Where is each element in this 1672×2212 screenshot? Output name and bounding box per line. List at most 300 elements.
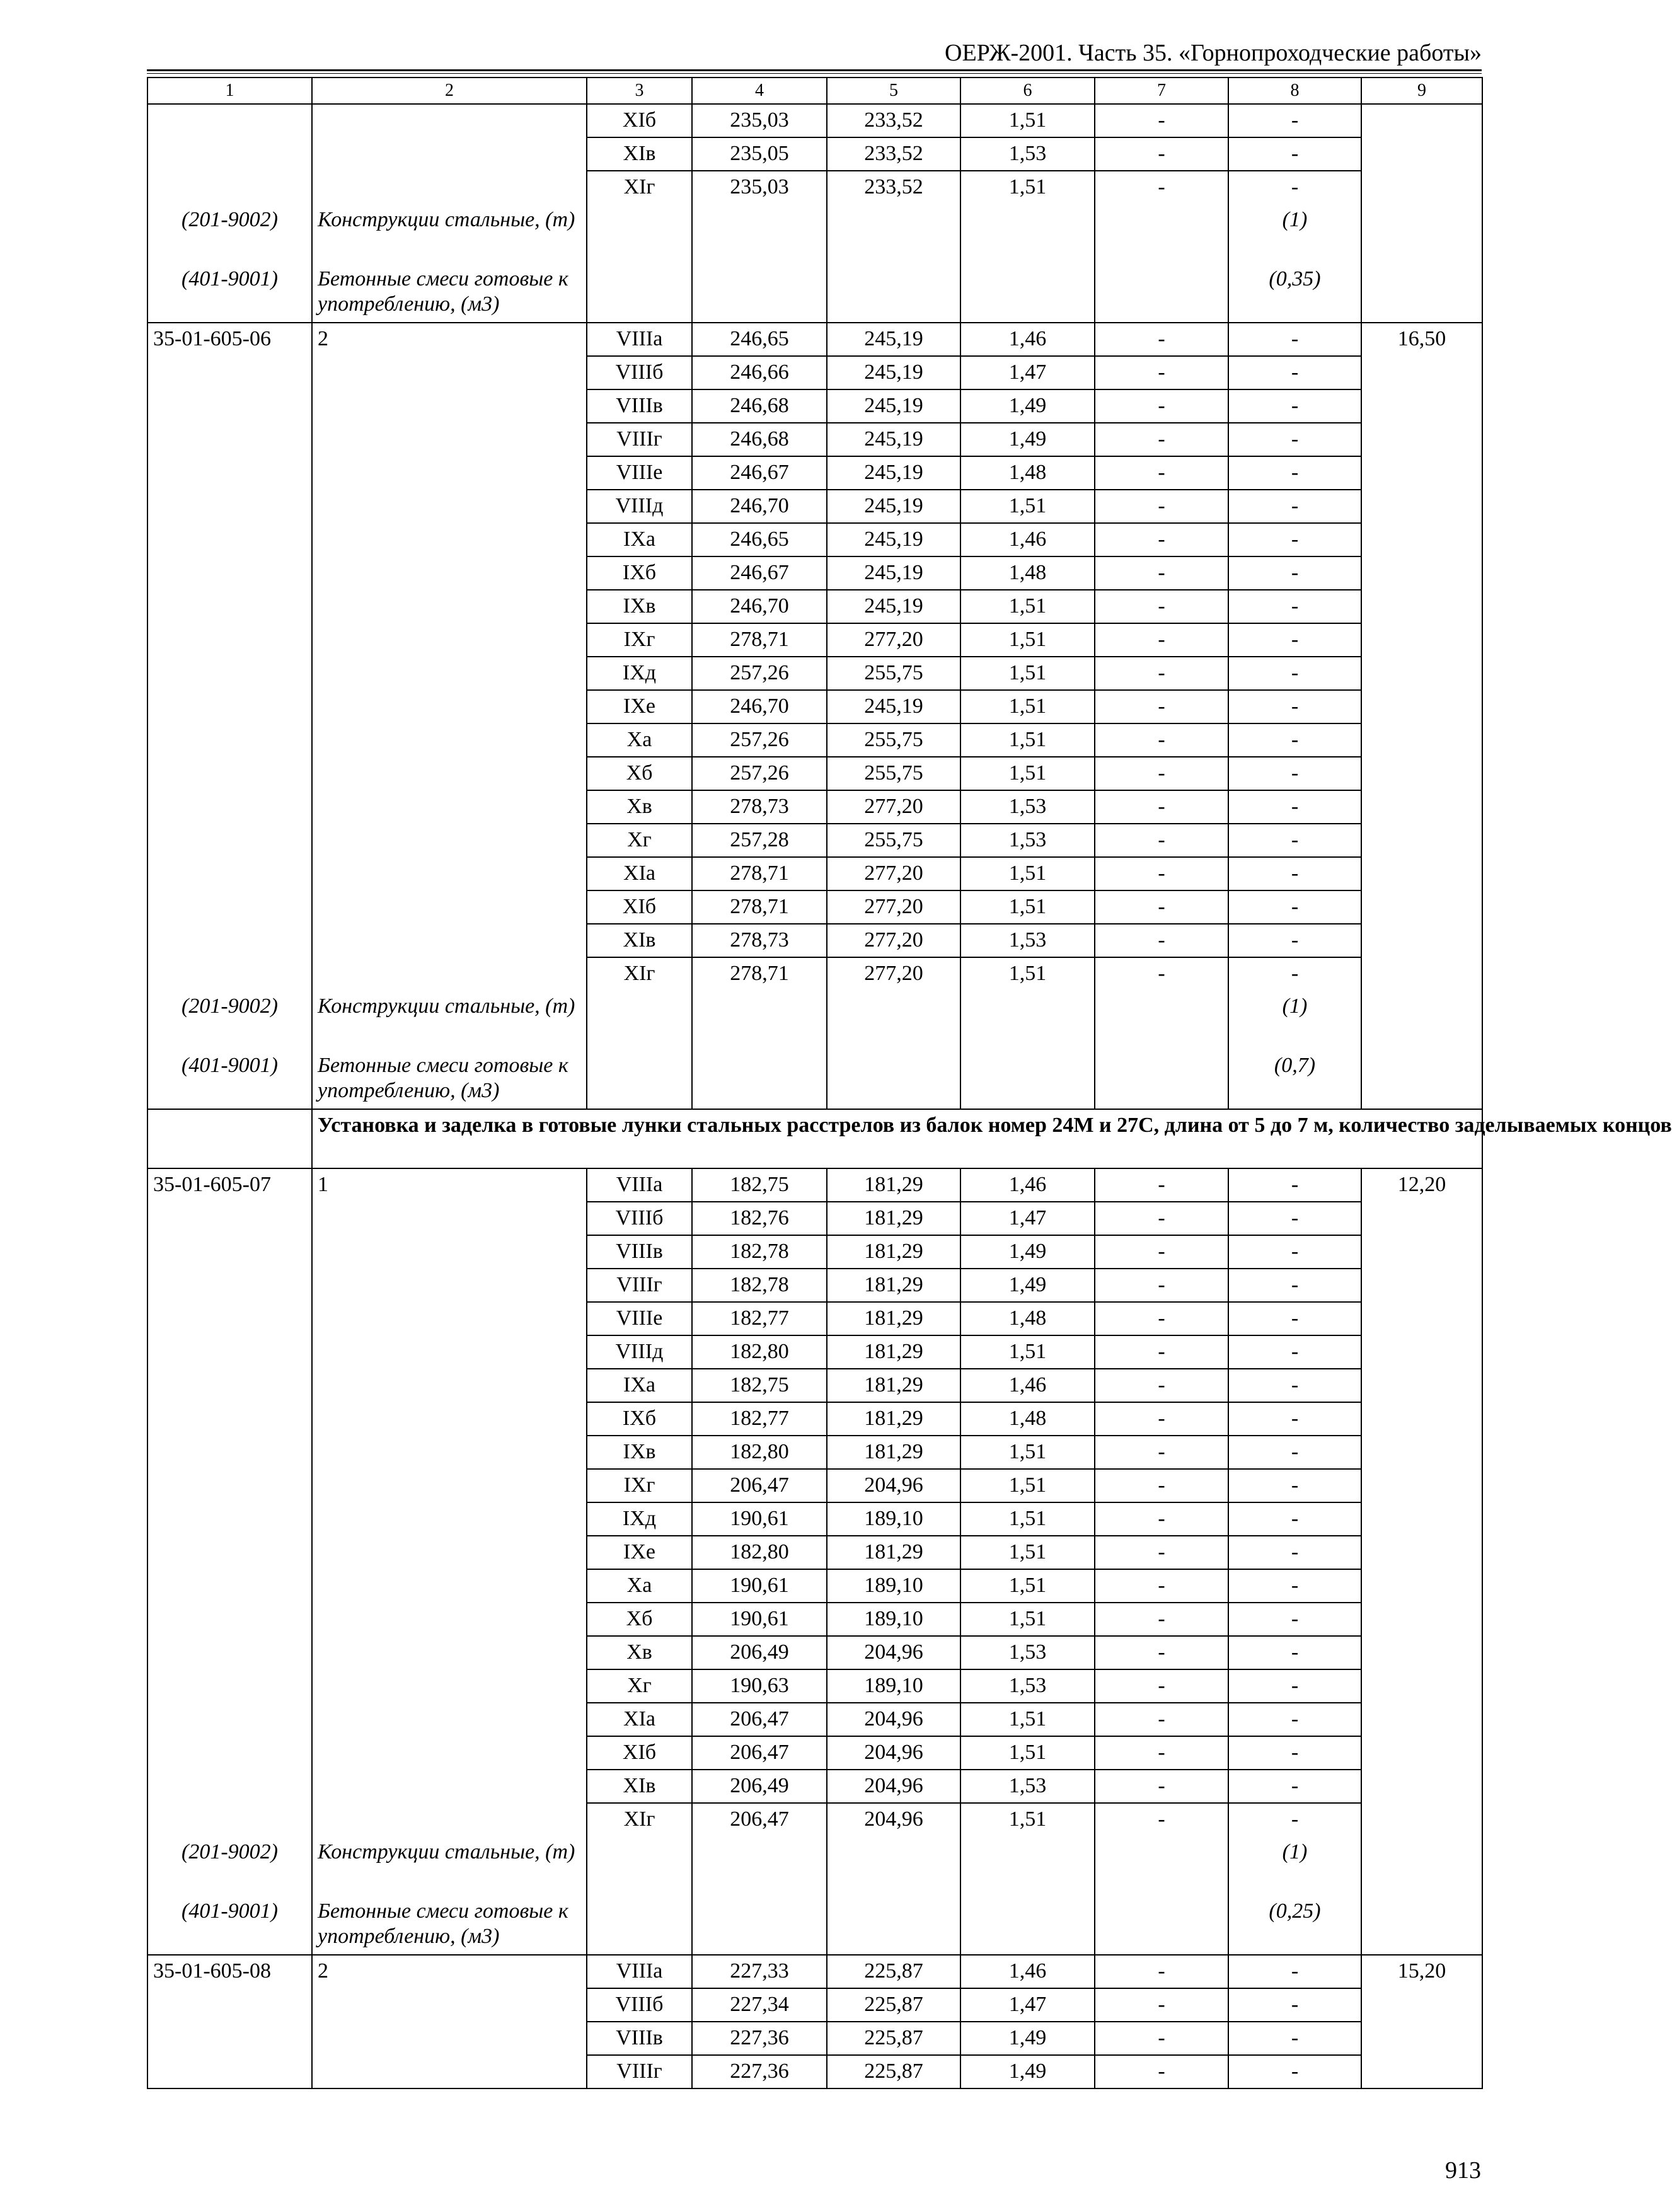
column-header: 4 <box>692 78 827 104</box>
norm-code-blank <box>147 723 312 757</box>
value-cell: 1,51 <box>960 590 1095 623</box>
value-cell: - <box>1095 137 1228 171</box>
norm-total-blank <box>1361 490 1482 523</box>
zone-cell: IXа <box>587 523 692 556</box>
resource-qty: (0,7) <box>1228 1050 1361 1109</box>
value-cell: - <box>1095 890 1228 924</box>
table-row <box>147 389 1482 423</box>
value-cell: 1,49 <box>960 2055 1095 2088</box>
zone-cell: VIIIг <box>587 423 692 456</box>
norm-count-blank <box>312 1402 587 1436</box>
empty-cell <box>587 1836 692 1896</box>
norm-count-blank <box>312 2022 587 2055</box>
value-cell: - <box>1095 690 1228 723</box>
resource-row <box>147 1050 1482 1109</box>
zone-cell: IXв <box>587 590 692 623</box>
empty-cell <box>960 991 1095 1050</box>
value-cell: 182,78 <box>692 1235 827 1269</box>
zone-cell: VIIIа <box>587 1955 692 1988</box>
norm-count-blank <box>312 171 587 204</box>
table-row <box>147 623 1482 657</box>
norm-count-blank <box>312 490 587 523</box>
value-cell: - <box>1228 1469 1361 1502</box>
zone-cell: XIг <box>587 957 692 991</box>
empty-cell <box>1361 1836 1482 1896</box>
norm-count-blank <box>312 1569 587 1603</box>
norm-code-blank <box>147 1402 312 1436</box>
norm-code-blank <box>147 1603 312 1636</box>
value-cell: - <box>1228 1168 1361 1202</box>
norm-total-blank <box>1361 423 1482 456</box>
section-title-spacer <box>147 1109 312 1168</box>
value-cell: 225,87 <box>827 1988 960 2022</box>
value-cell: 1,51 <box>960 857 1095 890</box>
value-cell: 245,19 <box>827 423 960 456</box>
norm-code-blank <box>147 1569 312 1603</box>
value-cell: 190,61 <box>692 1569 827 1603</box>
empty-cell <box>587 1050 692 1109</box>
value-cell: 1,47 <box>960 356 1095 389</box>
norm-count <box>312 104 587 137</box>
empty-cell <box>827 1836 960 1896</box>
table-row <box>147 1603 1482 1636</box>
section-title: Установка и заделка в готовые лунки стальных расстрелов из балок номер 24М и 27С, длина от 5 до 7 м, количество заделываемых концов <box>312 1109 1482 1168</box>
value-cell: - <box>1095 857 1228 890</box>
value-cell: 255,75 <box>827 657 960 690</box>
value-cell: - <box>1095 1803 1228 1836</box>
norm-total-blank <box>1361 356 1482 389</box>
value-cell: 245,19 <box>827 556 960 590</box>
table-row <box>147 1669 1482 1703</box>
empty-cell <box>1095 263 1228 323</box>
table-row <box>147 171 1482 204</box>
norm-total-blank <box>1361 1235 1482 1269</box>
value-cell: 245,19 <box>827 523 960 556</box>
value-cell: - <box>1228 1703 1361 1736</box>
column-header: 3 <box>587 78 692 104</box>
norm-count-blank <box>312 356 587 389</box>
norm-code-blank <box>147 2055 312 2088</box>
norm-count-blank <box>312 857 587 890</box>
value-cell: - <box>1095 1502 1228 1536</box>
resource-qty: (0,35) <box>1228 263 1361 323</box>
value-cell: 182,75 <box>692 1369 827 1402</box>
value-cell: - <box>1095 556 1228 590</box>
norm-total-blank <box>1361 523 1482 556</box>
value-cell: 182,77 <box>692 1302 827 1335</box>
norm-total-blank <box>1361 690 1482 723</box>
norm-count-blank <box>312 423 587 456</box>
value-cell: 204,96 <box>827 1803 960 1836</box>
norm-total-blank <box>1361 590 1482 623</box>
norm-code-blank <box>147 890 312 924</box>
norm-count-blank <box>312 1202 587 1235</box>
zone-cell: XIб <box>587 104 692 137</box>
value-cell: - <box>1228 523 1361 556</box>
value-cell: - <box>1228 171 1361 204</box>
empty-cell <box>1095 1896 1228 1955</box>
value-cell: - <box>1095 389 1228 423</box>
norm-count-blank <box>312 657 587 690</box>
norm-code-blank <box>147 957 312 991</box>
zone-cell: Xб <box>587 757 692 790</box>
value-cell: 181,29 <box>827 1536 960 1569</box>
value-cell: 233,52 <box>827 104 960 137</box>
value-cell: 182,80 <box>692 1335 827 1369</box>
value-cell: 1,51 <box>960 1569 1095 1603</box>
norm-count-blank <box>312 924 587 957</box>
resource-row <box>147 991 1482 1050</box>
value-cell: - <box>1095 657 1228 690</box>
value-cell: 235,05 <box>692 137 827 171</box>
empty-cell <box>587 204 692 263</box>
empty-cell <box>960 1896 1095 1955</box>
zone-cell: VIIIе <box>587 456 692 490</box>
value-cell: 246,68 <box>692 389 827 423</box>
value-cell: 225,87 <box>827 1955 960 1988</box>
table-row <box>147 1369 1482 1402</box>
value-cell: 1,47 <box>960 1202 1095 1235</box>
norm-total <box>1361 104 1482 137</box>
norm-count: 2 <box>312 323 587 356</box>
table-row <box>147 690 1482 723</box>
column-header: 6 <box>960 78 1095 104</box>
value-cell: 1,48 <box>960 556 1095 590</box>
empty-cell <box>827 263 960 323</box>
value-cell: 189,10 <box>827 1569 960 1603</box>
value-cell: 235,03 <box>692 171 827 204</box>
table-row <box>147 456 1482 490</box>
empty-cell <box>1361 1050 1482 1109</box>
value-cell: - <box>1228 1669 1361 1703</box>
value-cell: - <box>1228 790 1361 824</box>
value-cell: 278,71 <box>692 957 827 991</box>
value-cell: 245,19 <box>827 389 960 423</box>
resource-name: Конструкции стальные, (т) <box>312 204 587 263</box>
norm-code-blank <box>147 1335 312 1369</box>
zone-cell: XIа <box>587 1703 692 1736</box>
norm-code-blank <box>147 590 312 623</box>
value-cell: 1,51 <box>960 1436 1095 1469</box>
value-cell: 227,33 <box>692 1955 827 1988</box>
value-cell: 277,20 <box>827 623 960 657</box>
table-row <box>147 1235 1482 1269</box>
zone-cell: Xг <box>587 1669 692 1703</box>
norm-total-blank <box>1361 1202 1482 1235</box>
zone-cell: XIа <box>587 857 692 890</box>
resource-row <box>147 1896 1482 1955</box>
norm-count-blank <box>312 556 587 590</box>
value-cell: 1,51 <box>960 890 1095 924</box>
empty-cell <box>960 204 1095 263</box>
value-cell: 277,20 <box>827 790 960 824</box>
value-cell: - <box>1228 1770 1361 1803</box>
value-cell: 1,51 <box>960 1469 1095 1502</box>
table-row <box>147 1736 1482 1770</box>
norm-total-blank <box>1361 1302 1482 1335</box>
value-cell: - <box>1228 1636 1361 1669</box>
value-cell: 246,67 <box>692 456 827 490</box>
value-cell: - <box>1095 790 1228 824</box>
value-cell: 233,52 <box>827 171 960 204</box>
value-cell: 277,20 <box>827 924 960 957</box>
norm-code-blank <box>147 657 312 690</box>
value-cell: 1,53 <box>960 790 1095 824</box>
norm-total-blank <box>1361 1803 1482 1836</box>
empty-cell <box>1361 1896 1482 1955</box>
value-cell: - <box>1095 957 1228 991</box>
table-row <box>147 890 1482 924</box>
value-cell: - <box>1228 104 1361 137</box>
table-row <box>147 924 1482 957</box>
norm-total-blank <box>1361 1669 1482 1703</box>
empty-cell <box>692 204 827 263</box>
value-cell: - <box>1228 323 1361 356</box>
norm-total-blank <box>1361 556 1482 590</box>
norm-count-blank <box>312 1770 587 1803</box>
norm-total-blank <box>1361 2055 1482 2088</box>
value-cell: - <box>1228 1803 1361 1836</box>
norm-total-blank <box>1361 1369 1482 1402</box>
column-header: 9 <box>1361 78 1482 104</box>
resource-name: Конструкции стальные, (т) <box>312 991 587 1050</box>
value-cell: - <box>1228 137 1361 171</box>
empty-cell <box>960 263 1095 323</box>
resource-row <box>147 263 1482 323</box>
norm-total-blank <box>1361 1703 1482 1736</box>
value-cell: 189,10 <box>827 1603 960 1636</box>
value-cell: - <box>1228 1369 1361 1402</box>
value-cell: 1,48 <box>960 1402 1095 1436</box>
value-cell: 1,53 <box>960 137 1095 171</box>
norm-code-blank <box>147 1669 312 1703</box>
empty-cell <box>960 1836 1095 1896</box>
norm-code: 35-01-605-06 <box>147 323 312 356</box>
table-row <box>147 1770 1482 1803</box>
norm-total-blank <box>1361 1603 1482 1636</box>
norm-code-blank <box>147 356 312 389</box>
value-cell: - <box>1228 1436 1361 1469</box>
zone-cell: VIIIв <box>587 2022 692 2055</box>
table-row <box>147 1636 1482 1669</box>
value-cell: - <box>1095 323 1228 356</box>
table-row <box>147 1569 1482 1603</box>
empty-cell <box>587 991 692 1050</box>
norm-code-blank <box>147 171 312 204</box>
norm-code-blank <box>147 523 312 556</box>
zone-cell: IXв <box>587 1436 692 1469</box>
table-row <box>147 1955 1482 1988</box>
value-cell: 181,29 <box>827 1402 960 1436</box>
value-cell: 246,67 <box>692 556 827 590</box>
column-header: 1 <box>147 78 312 104</box>
value-cell: 1,51 <box>960 1803 1095 1836</box>
norm-total-blank <box>1361 1569 1482 1603</box>
norm-code-blank <box>147 1988 312 2022</box>
value-cell: 1,51 <box>960 1335 1095 1369</box>
table-row <box>147 1988 1482 2022</box>
zone-cell: VIIIд <box>587 1335 692 1369</box>
value-cell: 1,51 <box>960 690 1095 723</box>
norm-count-blank <box>312 1669 587 1703</box>
value-cell: 182,80 <box>692 1536 827 1569</box>
value-cell: - <box>1095 1302 1228 1335</box>
value-cell: 1,53 <box>960 1636 1095 1669</box>
zone-cell: IXа <box>587 1369 692 1402</box>
value-cell: 245,19 <box>827 356 960 389</box>
norm-count: 2 <box>312 1955 587 1988</box>
norm-total-blank <box>1361 2022 1482 2055</box>
table-row <box>147 1168 1482 1202</box>
value-cell: 1,53 <box>960 1770 1095 1803</box>
value-cell: - <box>1228 723 1361 757</box>
value-cell: - <box>1095 1770 1228 1803</box>
value-cell: 181,29 <box>827 1436 960 1469</box>
value-cell: - <box>1228 1269 1361 1302</box>
value-cell: 1,49 <box>960 1235 1095 1269</box>
value-cell: 246,70 <box>692 490 827 523</box>
value-cell: 182,78 <box>692 1269 827 1302</box>
value-cell: - <box>1228 1202 1361 1235</box>
table-row <box>147 590 1482 623</box>
norm-code-blank <box>147 1703 312 1736</box>
value-cell: - <box>1095 356 1228 389</box>
table-row <box>147 824 1482 857</box>
zone-cell: Xг <box>587 824 692 857</box>
zone-cell: XIг <box>587 171 692 204</box>
value-cell: 246,70 <box>692 690 827 723</box>
value-cell: - <box>1095 456 1228 490</box>
value-cell: 181,29 <box>827 1302 960 1335</box>
value-cell: - <box>1228 456 1361 490</box>
value-cell: - <box>1095 523 1228 556</box>
norm-total-blank <box>1361 757 1482 790</box>
value-cell: - <box>1228 1402 1361 1436</box>
value-cell: 190,61 <box>692 1502 827 1536</box>
table-row <box>147 1202 1482 1235</box>
value-cell: 246,68 <box>692 423 827 456</box>
zone-cell: VIIIв <box>587 1235 692 1269</box>
value-cell: 182,80 <box>692 1436 827 1469</box>
value-cell: - <box>1095 1669 1228 1703</box>
value-cell: - <box>1095 1202 1228 1235</box>
value-cell: - <box>1095 1569 1228 1603</box>
table-row <box>147 1469 1482 1502</box>
resource-name: Конструкции стальные, (т) <box>312 1836 587 1896</box>
value-cell: - <box>1095 1736 1228 1770</box>
value-cell: 227,36 <box>692 2022 827 2055</box>
value-cell: 225,87 <box>827 2022 960 2055</box>
zone-cell: VIIIб <box>587 1202 692 1235</box>
norm-count-blank <box>312 1703 587 1736</box>
value-cell: 245,19 <box>827 690 960 723</box>
value-cell: - <box>1095 1636 1228 1669</box>
norm-code-blank <box>147 690 312 723</box>
value-cell: - <box>1228 957 1361 991</box>
value-cell: 204,96 <box>827 1736 960 1770</box>
value-cell: - <box>1228 1736 1361 1770</box>
empty-cell <box>1095 1836 1228 1896</box>
norm-code-blank <box>147 1803 312 1836</box>
empty-cell <box>1361 204 1482 263</box>
value-cell: - <box>1228 857 1361 890</box>
norm-count-blank <box>312 2055 587 2088</box>
table-row <box>147 857 1482 890</box>
norm-total-blank <box>1361 657 1482 690</box>
norm-total-blank <box>1361 623 1482 657</box>
value-cell: - <box>1095 171 1228 204</box>
value-cell: 1,49 <box>960 1269 1095 1302</box>
value-cell: 255,75 <box>827 757 960 790</box>
empty-cell <box>692 1836 827 1896</box>
resource-qty: (0,25) <box>1228 1896 1361 1955</box>
empty-cell <box>827 991 960 1050</box>
zone-cell: IXг <box>587 1469 692 1502</box>
zone-cell: IXе <box>587 690 692 723</box>
norm-total-blank <box>1361 1636 1482 1669</box>
norm-count-blank <box>312 1469 587 1502</box>
resource-name: Бетонные смеси готовые к употреблению, (м3) <box>312 263 587 323</box>
norm-code-blank <box>147 1436 312 1469</box>
table-row <box>147 723 1482 757</box>
norm-code-blank <box>147 1636 312 1669</box>
value-cell: 235,03 <box>692 104 827 137</box>
value-cell: 278,73 <box>692 790 827 824</box>
resource-code: (201-9002) <box>147 1836 312 1896</box>
zone-cell: IXд <box>587 1502 692 1536</box>
norm-code <box>147 104 312 137</box>
norm-total-blank <box>1361 1736 1482 1770</box>
norm-code-blank <box>147 490 312 523</box>
value-cell: 181,29 <box>827 1335 960 1369</box>
value-cell: 1,47 <box>960 1988 1095 2022</box>
value-cell: 277,20 <box>827 957 960 991</box>
zone-cell: VIIIб <box>587 356 692 389</box>
value-cell: - <box>1228 690 1361 723</box>
document-header: ОЕРЖ-2001. Часть 35. «Горнопроходческие работы» <box>945 40 1482 66</box>
value-cell: - <box>1095 1955 1228 1988</box>
value-cell: 1,46 <box>960 323 1095 356</box>
value-cell: - <box>1228 356 1361 389</box>
empty-cell <box>1095 1050 1228 1109</box>
value-cell: 227,34 <box>692 1988 827 2022</box>
zone-cell: Xа <box>587 1569 692 1603</box>
value-cell: 257,28 <box>692 824 827 857</box>
norm-total-blank <box>1361 1988 1482 2022</box>
empty-cell <box>587 263 692 323</box>
zone-cell: IXг <box>587 623 692 657</box>
column-number-row <box>147 78 1482 104</box>
norm-count-blank <box>312 1269 587 1302</box>
value-cell: - <box>1228 824 1361 857</box>
norm-count-blank <box>312 957 587 991</box>
norm-code-blank <box>147 2022 312 2055</box>
norm-count-blank <box>312 1736 587 1770</box>
value-cell: 1,53 <box>960 924 1095 957</box>
value-cell: 257,26 <box>692 657 827 690</box>
value-cell: 278,73 <box>692 924 827 957</box>
zone-cell: XIв <box>587 924 692 957</box>
norm-count-blank <box>312 456 587 490</box>
norm-count-blank <box>312 389 587 423</box>
empty-cell <box>692 263 827 323</box>
value-cell: 257,26 <box>692 723 827 757</box>
zone-cell: XIв <box>587 137 692 171</box>
value-cell: 245,19 <box>827 490 960 523</box>
resource-row <box>147 1836 1482 1896</box>
value-cell: - <box>1228 1536 1361 1569</box>
norm-code-blank <box>147 1736 312 1770</box>
